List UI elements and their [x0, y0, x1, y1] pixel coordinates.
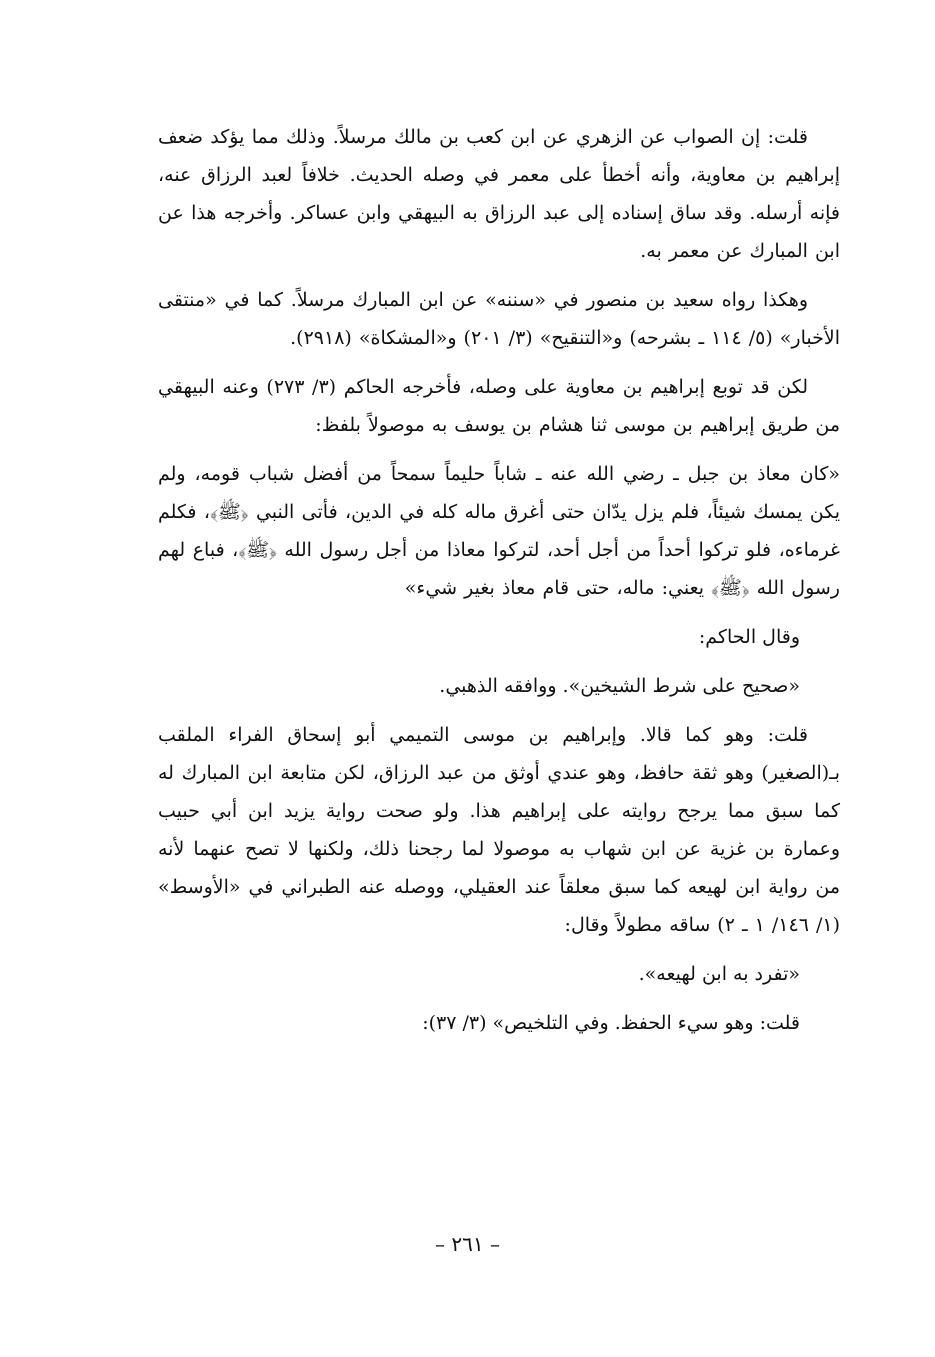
paragraph-5: وقال الحاكم:	[698, 626, 800, 648]
paragraph-2: وهكذا رواه سعيد بن منصور في «سننه» عن ابن المبارك مرسلاً. كما في «منتقى الأخبار» (٥/ ١١٤ ـ بشرحه) و«التنقيح» (٣/ ٢٠١) و«المشكاة» (٢٩١٨).	[158, 289, 840, 349]
hadith-quote: «كان معاذ بن جبل ـ رضي الله عنه ـ شاباً حليماً سمحاً من أفضل شباب قومه، ولم يكن يمسك شيئاً، فلم يزل يدّان حتى أغرق ماله كله في الدين، فأتى النبي ﴿ﷺ﴾، فكلم غرماءه، فلو تركوا أحداً من أجل أحد، لتركوا معاذا من أجل رسول الله ﴿ﷺ﴾، فباع لهم رسول الله ﴿ﷺ﴾ يعني: ماله، حتى قام معاذ بغير شيء»	[158, 463, 840, 599]
paragraph-3: لكن قد توبع إبراهيم بن معاوية على وصله، فأخرجه الحاكم (٣/ ٢٧٣) وعنه البيهقي من طريق إبراهيم بن موسى ثنا هشام بن يوسف به موصولاً بلفظ:	[158, 376, 840, 436]
main-text	[158, 118, 840, 1053]
paragraph-1: قلت: إن الصواب عن الزهري عن ابن كعب بن مالك مرسلاً. وذلك مما يؤكد ضعف إبراهيم بن معاوية، وأنه أخطأ على معمر في وصله الحديث. خلافاً لعبد الرزاق عنه، فإنه أرسله. وقد ساق إسناده إلى عبد الرزاق به البيهقي وابن عساكر. وأخرجه هذا عن ابن المبارك عن معمر به.	[158, 126, 840, 262]
paragraph-9: قلت: وهو سيء الحفظ. وفي التلخيص» (٣/ ٣٧):	[422, 1012, 800, 1034]
page-number: – ٢٦١ –	[435, 1232, 500, 1256]
hakim-verdict-quote: «صحيح على شرط الشيخين». ووافقه الذهبي.	[439, 675, 800, 697]
paragraph-7: قلت: وهو كما قالا. وإبراهيم بن موسى التميمي أبو إسحاق الفراء الملقب بـ(الصغير) وهو ثقة حافظ، وهو عندي أوثق من عبد الرزاق، لكن متابعة ابن المبارك له كما سبق مما يرجح روايته على إبراهيم هذا. ولو صحت رواية يزيد ابن أبي حبيب وعمارة بن غزية عن ابن شهاب به موصولا لما رجحنا ذلك، ولكنها لا تصح عنهما لأنه من رواية ابن لهيعه كما سبق معلقاً عند العقيلي، ووصله عنه الطبراني في «الأوسط» (١/ ١٤٦/ ١ ـ ٢) ساقه مطولاً وقال:	[158, 724, 840, 936]
tabarani-quote: «تفرد به ابن لهيعه».	[638, 963, 800, 985]
